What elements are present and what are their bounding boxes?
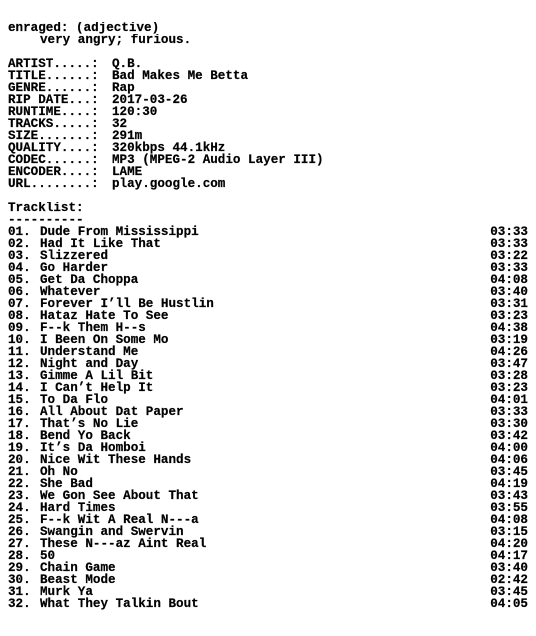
track-duration: 03:42	[490, 429, 528, 443]
track-title: Night and Day	[40, 357, 139, 371]
track-title: F--k Wit A Real N---a	[40, 513, 199, 527]
nfo-document	[8, 22, 528, 610]
metadata-key: QUALITY....:	[8, 141, 99, 155]
track-number: 30.	[8, 573, 31, 587]
track-duration: 04:17	[490, 549, 528, 563]
track-duration: 03:31	[490, 297, 528, 311]
track-duration: 03:15	[490, 525, 528, 539]
track-title: Chain Game	[40, 561, 116, 575]
track-title: She Bad	[40, 477, 93, 491]
metadata-key: CODEC......:	[8, 153, 99, 167]
metadata-value: MP3 (MPEG-2 Audio Layer III)	[112, 153, 324, 167]
track-title: 50	[40, 549, 56, 563]
track-duration: 03:30	[490, 417, 528, 431]
track-number: 27.	[8, 537, 31, 551]
track-number: 20.	[8, 453, 31, 467]
track-duration: 03:33	[490, 261, 528, 275]
track-duration: 03:47	[490, 357, 528, 371]
metadata-key: TRACKS.....:	[8, 117, 99, 131]
track-number: 08.	[8, 309, 31, 323]
metadata-key: RIP DATE...:	[8, 93, 99, 107]
track-number: 32.	[8, 597, 31, 611]
track-title: F--k Them H--s	[40, 321, 146, 335]
metadata-value: 291m	[112, 129, 143, 143]
track-title: All About Dat Paper	[40, 405, 184, 419]
definition-term: enraged: (adjective)	[8, 22, 160, 34]
metadata-key: ENCODER....:	[8, 165, 99, 179]
track-number: 25.	[8, 513, 31, 527]
track-number: 23.	[8, 489, 31, 503]
track-title: Forever I’ll Be Hustlin	[40, 297, 214, 311]
track-number: 16.	[8, 405, 31, 419]
metadata-block	[8, 58, 528, 190]
metadata-value: play.google.com	[112, 177, 226, 191]
track-duration: 03:23	[490, 381, 528, 395]
metadata-key: ARTIST.....:	[8, 57, 99, 71]
track-number: 12.	[8, 357, 31, 371]
track-title: I Can’t Help It	[40, 381, 154, 395]
track-number: 02.	[8, 237, 31, 251]
track-number: 04.	[8, 261, 31, 275]
track-duration: 03:33	[490, 237, 528, 251]
track-title: Bend Yo Back	[40, 429, 131, 443]
track-duration: 03:40	[490, 561, 528, 575]
metadata-value: Q.B.	[112, 57, 143, 71]
metadata-key: SIZE.......:	[8, 129, 99, 143]
metadata-key: GENRE......:	[8, 81, 99, 95]
track-number: 14.	[8, 381, 31, 395]
tracklist-underline: ----------	[8, 214, 84, 226]
metadata-key: TITLE......:	[8, 69, 99, 83]
track-info	[8, 598, 199, 610]
track-row	[8, 538, 528, 550]
track-duration: 03:40	[490, 285, 528, 299]
track-title: Had It Like That	[40, 237, 161, 251]
track-duration: 02:42	[490, 573, 528, 587]
track-duration: 03:19	[490, 333, 528, 347]
track-title: We Gon See About That	[40, 489, 199, 503]
track-number: 15.	[8, 393, 31, 407]
track-title: Get Da Choppa	[40, 273, 139, 287]
track-info	[8, 538, 206, 550]
track-duration: 04:38	[490, 321, 528, 335]
metadata-row	[8, 178, 528, 190]
metadata-value: 32	[112, 117, 128, 131]
track-title: Beast Mode	[40, 573, 116, 587]
track-title: Whatever	[40, 285, 101, 299]
track-title: That’s No Lie	[40, 417, 139, 431]
track-title: What They Talkin Bout	[40, 597, 199, 611]
track-row	[8, 598, 528, 610]
metadata-value: 320kbps 44.1kHz	[112, 141, 226, 155]
track-number: 13.	[8, 369, 31, 383]
track-duration: 04:19	[490, 477, 528, 491]
track-title: Gimme A Lil Bit	[40, 369, 154, 383]
tracklist	[8, 226, 528, 610]
track-duration: 03:23	[490, 309, 528, 323]
track-number: 31.	[8, 585, 31, 599]
track-duration: 04:08	[490, 513, 528, 527]
track-title: Hataz Hate To See	[40, 309, 169, 323]
track-duration: 03:43	[490, 489, 528, 503]
track-duration: 03:45	[490, 585, 528, 599]
metadata-key: RUNTIME....:	[8, 105, 99, 119]
track-duration: 04:06	[490, 453, 528, 467]
track-info	[8, 454, 191, 466]
track-title: Hard Times	[40, 501, 116, 515]
track-duration: 04:26	[490, 345, 528, 359]
track-title: Swangin and Swervin	[40, 525, 184, 539]
metadata-value: 120:30	[112, 105, 158, 119]
track-title: Understand Me	[40, 345, 139, 359]
track-number: 29.	[8, 561, 31, 575]
track-title: These N---az Aint Real	[40, 537, 207, 551]
track-number: 01.	[8, 225, 31, 239]
track-title: Murk Ya	[40, 585, 93, 599]
track-number: 07.	[8, 297, 31, 311]
track-row	[8, 454, 528, 466]
metadata-key: URL........:	[8, 177, 99, 191]
track-duration: 03:45	[490, 465, 528, 479]
track-number: 24.	[8, 501, 31, 515]
spacer	[8, 190, 528, 202]
track-number: 21.	[8, 465, 31, 479]
track-duration: 03:22	[490, 249, 528, 263]
metadata-value: Rap	[112, 81, 135, 95]
metadata-value: LAME	[112, 165, 143, 179]
definition-meaning: very angry; furious.	[40, 34, 192, 46]
track-title: Go Harder	[40, 261, 109, 275]
track-title: Nice Wit These Hands	[40, 453, 192, 467]
track-title: Oh No	[40, 465, 78, 479]
track-number: 22.	[8, 477, 31, 491]
track-number: 26.	[8, 525, 31, 539]
track-duration: 03:33	[490, 405, 528, 419]
track-title: To Da Flo	[40, 393, 109, 407]
track-duration: 04:01	[490, 393, 528, 407]
track-number: 05.	[8, 273, 31, 287]
track-number: 03.	[8, 249, 31, 263]
track-duration: 04:20	[490, 537, 528, 551]
track-duration: 03:28	[490, 369, 528, 383]
metadata-value: Bad Makes Me Betta	[112, 69, 249, 83]
track-title: Slizzered	[40, 249, 109, 263]
track-duration: 04:05	[490, 597, 528, 611]
track-number: 11.	[8, 345, 31, 359]
metadata-value: 2017-03-26	[112, 93, 188, 107]
track-number: 10.	[8, 333, 31, 347]
track-number: 06.	[8, 285, 31, 299]
track-number: 28.	[8, 549, 31, 563]
track-number: 19.	[8, 441, 31, 455]
track-title: I Been On Some Mo	[40, 333, 169, 347]
track-number: 09.	[8, 321, 31, 335]
track-number: 17.	[8, 417, 31, 431]
track-duration: 04:00	[490, 441, 528, 455]
track-duration: 03:33	[490, 225, 528, 239]
tracklist-heading: Tracklist:	[8, 202, 84, 214]
track-title: It’s Da Homboi	[40, 441, 146, 455]
track-title: Dude From Mississippi	[40, 225, 199, 239]
track-duration: 04:08	[490, 273, 528, 287]
track-number: 18.	[8, 429, 31, 443]
track-duration: 03:55	[490, 501, 528, 515]
